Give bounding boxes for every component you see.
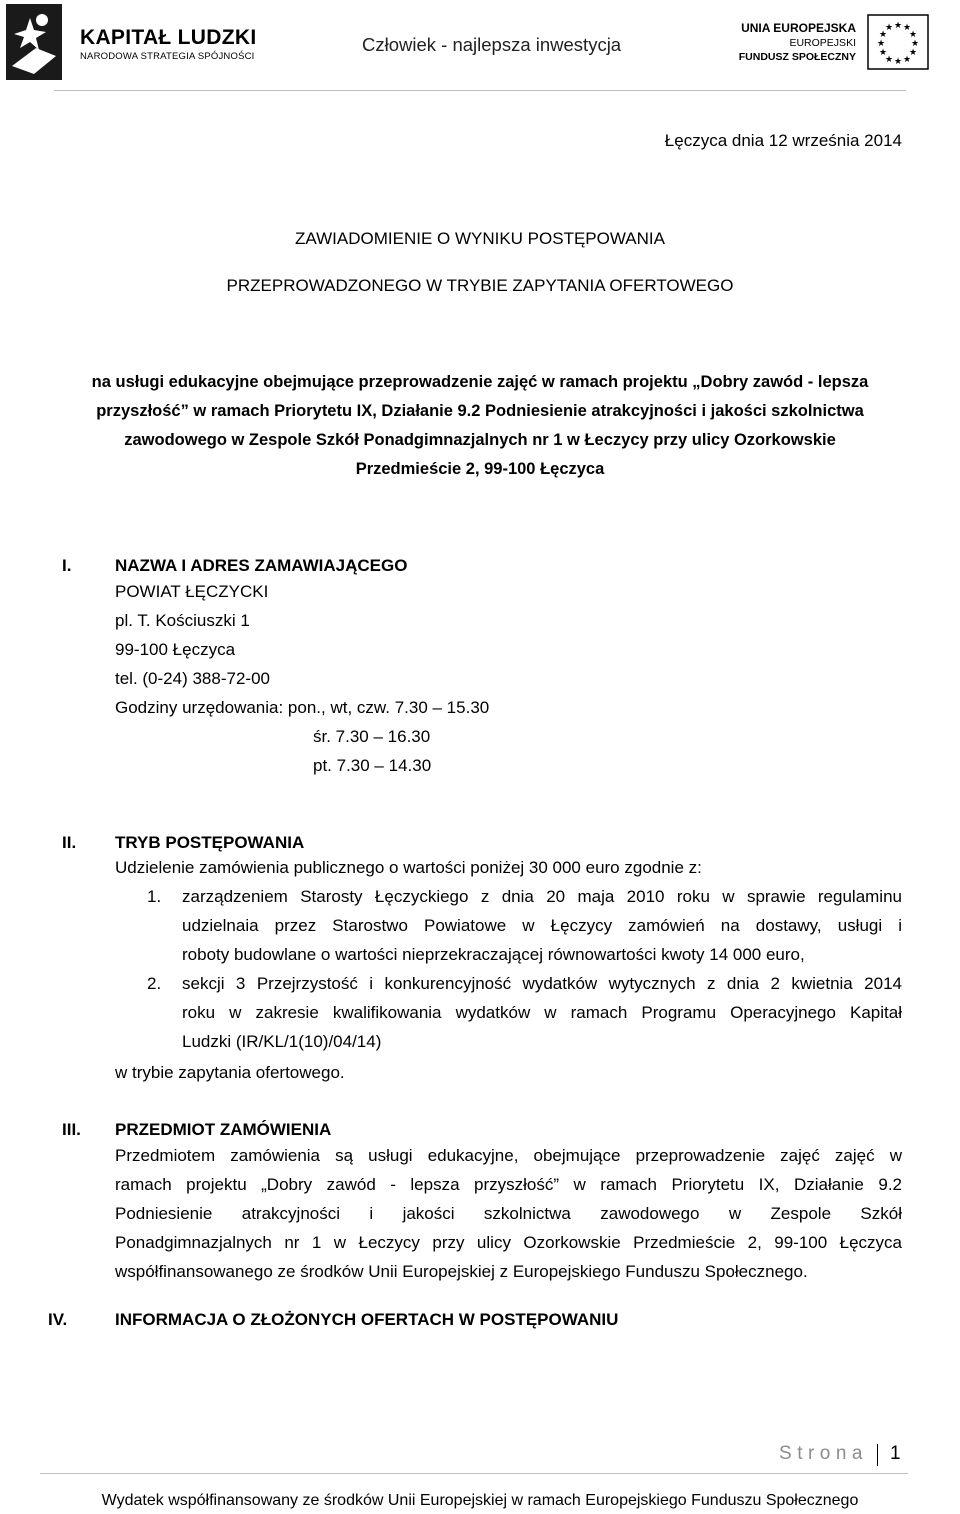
eu-flag-icon: [867, 14, 929, 70]
svg-text:★: ★: [893, 57, 903, 67]
office-hours: Godziny urzędowania: pon., wt, czw. 7.30 – 15.30: [115, 698, 490, 717]
subject-line3: zawodowego w Zespole Szkół Ponadgimnazjalnych nr 1 w Łeczycy przy ulicy Ozorkowskie: [124, 431, 836, 449]
section2-outro: w trybie zapytania ofertowego.: [115, 1063, 345, 1082]
section3-line: Podniesienie atrakcyjności i jakości szkolnictwa zawodowego w Zespole Szkół: [115, 1204, 902, 1223]
section4-number: IV.: [48, 1310, 68, 1329]
page-header: [0, 0, 960, 92]
svg-text:★: ★: [902, 23, 912, 33]
svg-text:★: ★: [876, 39, 886, 49]
svg-text:★: ★: [884, 55, 894, 65]
section1-line: 99-100 Łęczyca: [115, 640, 236, 659]
section1-number: I.: [62, 556, 72, 575]
section1-line: pl. T. Kościuszki 1: [115, 611, 250, 630]
eu-logo-line1: UNIA EUROPEJSKA: [741, 21, 856, 35]
subject-line1: na usługi edukacyjne obejmujące przeprowadzenie zajęć w ramach projektu „Dobry zawód - lepsza: [91, 373, 869, 391]
logo-subtitle: NARODOWA STRATEGIA SPÓJNOŚCI: [80, 51, 255, 62]
footer-divider: [40, 1473, 908, 1474]
section3-number: III.: [62, 1120, 81, 1139]
kapital-ludzki-logo-icon: [6, 4, 62, 80]
list-item-line: zarządzeniem Starosty Łęczyckiego z dnia 20 maja 2010 roku w sprawie regulaminu: [182, 887, 902, 906]
section3-line: Przedmiotem zamówienia są usługi edukacyjne, obejmujące przeprowadzenie zajęć zajęć w: [115, 1146, 902, 1165]
header-divider: [54, 90, 906, 91]
list-item-line: sekcji 3 Przejrzystość i konkurencyjność wydatków wytycznych z dnia 2 kwietnia 2014: [182, 974, 902, 993]
page-separator: [877, 1444, 878, 1466]
eu-logo-line2: EUROPEJSKI: [789, 37, 856, 49]
subject-line2: przyszłość” w ramach Priorytetu IX, Działanie 9.2 Podniesienie atrakcyjności i jakości szkolnictwa: [96, 402, 864, 420]
svg-text:★: ★: [908, 30, 918, 40]
title-line1: ZAWIADOMIENIE O WYNIKU POSTĘPOWANIA: [295, 229, 665, 248]
eu-logo-line3: FUNDUSZ SPOŁECZNY: [738, 51, 856, 63]
list-item-line: roboty budowlane o wartości nieprzekraczającej równowartości kwoty 14 000 euro,: [182, 945, 805, 964]
office-hours-fri: pt. 7.30 – 14.30: [313, 756, 432, 775]
list-item-line: roku w zakresie kwalifikowania wydatków w ramach Programu Operacyjnego Kapitał: [182, 1003, 902, 1022]
section3-line: współfinansowanego ze środków Unii Europejskiej z Europejskiego Funduszu Społecznego.: [115, 1262, 808, 1281]
svg-text:★: ★: [878, 30, 888, 40]
section1-line: tel. (0-24) 388-72-00: [115, 669, 270, 688]
office-hours-wed: śr. 7.30 – 16.30: [313, 727, 431, 746]
list-item-line: Ludzki (IR/KL/1(10)/04/14): [182, 1032, 382, 1051]
page-number: 1: [890, 1443, 901, 1464]
section1-line: POWIAT ŁĘCZYCKI: [115, 582, 269, 601]
svg-text:★: ★: [893, 21, 903, 31]
logo-title: KAPITAŁ LUDZKI: [80, 26, 257, 49]
list-item-number: 2.: [147, 974, 162, 993]
header-slogan: Człowiek - najlepsza inwestycja: [362, 34, 622, 55]
subject-line4: Przedmieście 2, 99-100 Łęczyca: [355, 460, 605, 478]
title-line2: PRZEPROWADZONEGO W TRYBIE ZAPYTANIA OFERTOWEGO: [226, 276, 734, 295]
svg-text:★: ★: [878, 48, 888, 58]
footer-text: Wydatek współfinansowany ze środków Unii Europejskiej w ramach Europejskiego Funduszu Społecznego: [101, 1492, 859, 1509]
svg-text:★: ★: [902, 55, 912, 65]
svg-text:★: ★: [884, 23, 894, 33]
section2-number: II.: [62, 833, 77, 852]
section3-heading: PRZEDMIOT ZAMÓWIENIA: [115, 1120, 332, 1139]
section3-line: Ponadgimnazjalnych nr 1 w Łeczycy przy ulicy Ozorkowskie Przedmieście 2, 99-100 Łęczyca: [115, 1233, 902, 1252]
date-line: Łęczyca dnia 12 września 2014: [664, 131, 902, 150]
svg-text:★: ★: [910, 39, 920, 49]
svg-text:★: ★: [908, 48, 918, 58]
section2-intro: Udzielenie zamówienia publicznego o wartości poniżej 30 000 euro zgodnie z:: [115, 858, 702, 877]
section4-heading: INFORMACJA O ZŁOŻONYCH OFERTACH W POSTĘPOWANIU: [115, 1310, 619, 1329]
section2-heading: TRYB POSTĘPOWANIA: [115, 833, 305, 852]
page-label: Strona: [779, 1443, 868, 1464]
section3-line: ramach projektu „Dobry zawód - lepsza przyszłość” w ramach Priorytetu IX, Działanie 9.2: [115, 1175, 902, 1194]
list-item-number: 1.: [147, 887, 162, 906]
list-item-line: udzielnaia przez Starostwo Powiatowe w Łęczycy zamówień na dostawy, usługi i: [182, 916, 902, 935]
section1-heading: NAZWA I ADRES ZAMAWIAJĄCEGO: [115, 556, 408, 575]
